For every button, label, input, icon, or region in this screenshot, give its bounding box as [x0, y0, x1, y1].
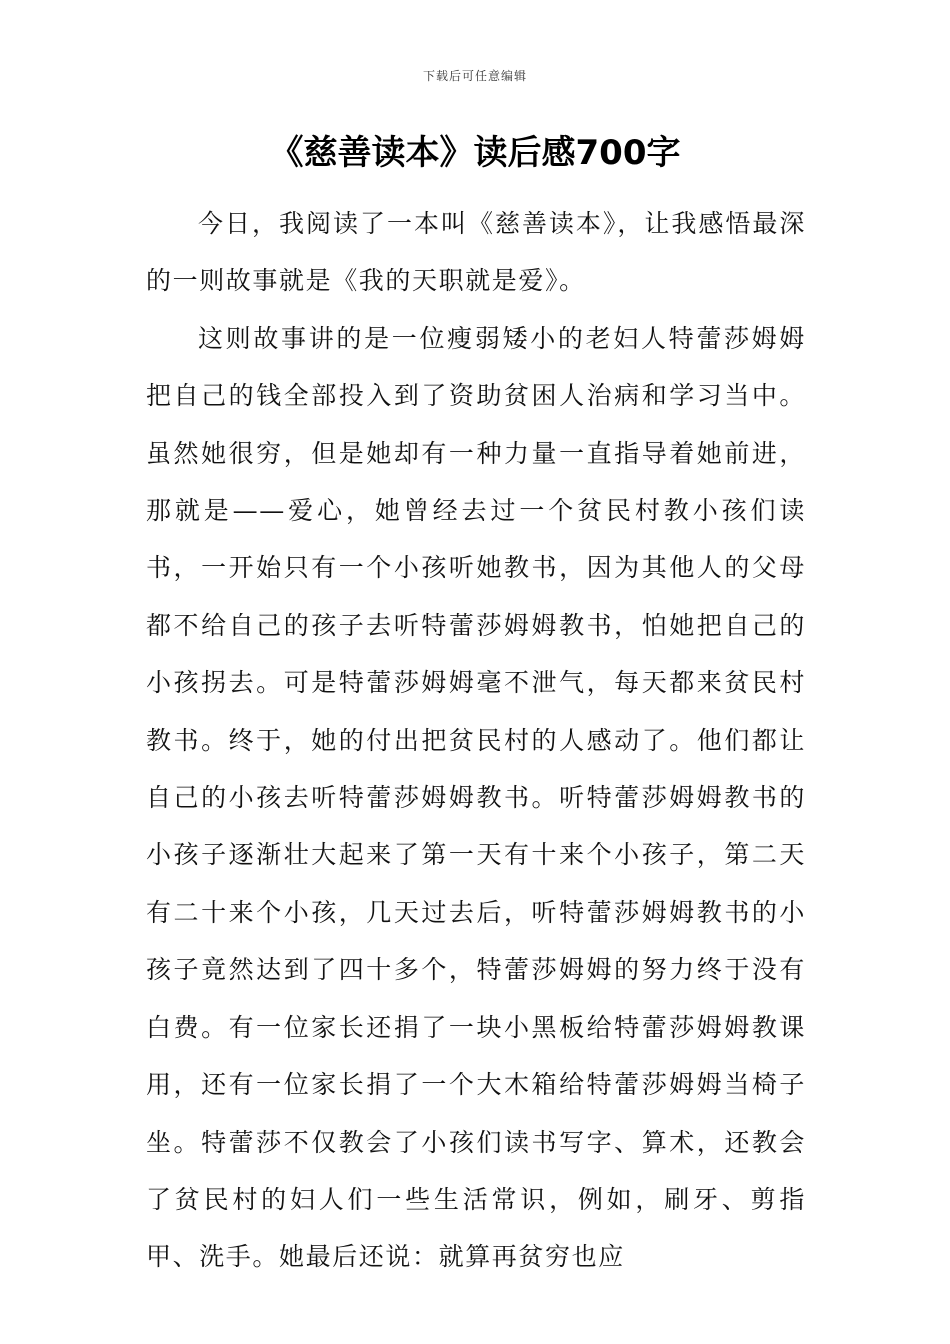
paragraph-1: 今日，我阅读了一本叫《慈善读本》，让我感悟最深的一则故事就是《我的天职就是爱》。	[146, 209, 806, 296]
document-body	[146, 195, 806, 1286]
paragraph-2: 这则故事讲的是一位瘦弱矮小的老妇人特蕾莎姆姆把自己的钱全部投入到了资助贫困人治病和学习当中。虽然她很穷，但是她却有一种力量一直指导着她前进，那就是——爱心，她曾经去过一个贫民村教小孩们读书，一开始只有一个小孩听她教书，因为其他人的父母都不给自己的孩子去听特蕾莎姆姆教书，怕她把自己的小孩拐去。可是特蕾莎姆姆毫不泄气，每天都来贫民村教书。终于，她的付出把贫民村的人感动了。他们都让自己的小孩去听特蕾莎姆姆教书。听特蕾莎姆姆教书的小孩子逐渐壮大起来了第一天有十来个小孩子，第二天有二十来个小孩，几天过去后，听特蕾莎姆姆教书的小孩子竟然达到了四十多个，特蕾莎姆姆的努力终于没有白费。有一位家长还捐了一块小黑板给特蕾莎姆姆教课用，还有一位家长捐了一个大木箱给特蕾莎姆姆当椅子坐。特蕾莎不仅教会了小孩们读书写字、算术，还教会了贫民村的妇人们一些生活常识，例如，刷牙、剪指甲、洗手。她最后还说：就算再贫穷也应	[146, 323, 806, 1272]
header-note: 下载后可任意编辑	[422, 69, 527, 83]
document-title: 《慈善读本》读后感700字	[269, 133, 681, 173]
